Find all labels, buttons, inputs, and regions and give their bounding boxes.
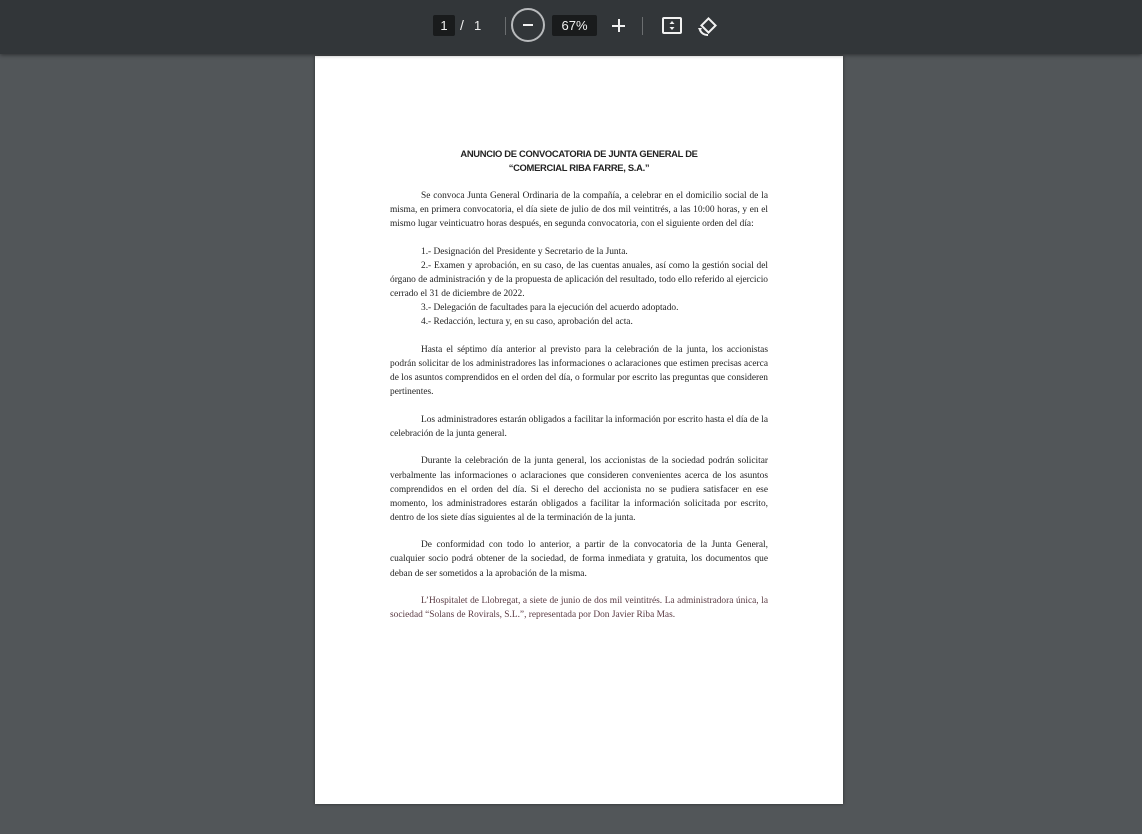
agenda-item: 3.- Delegación de facultades para la ejecución del acuerdo adoptado. (421, 303, 679, 314)
document-title (390, 147, 768, 175)
agenda-item: 1.- Designación del Presidente y Secretario de la Junta. (421, 246, 628, 257)
signature-paragraph: L’Hospitalet de Llobregat, a siete de junio de dos mil veintitrés. La administradora única, la sociedad “Solans de Rovirals, S.L.”, representada por Don Javier Riba Mas. (390, 596, 768, 621)
toolbar-divider (505, 17, 506, 35)
zoom-out-icon[interactable] (511, 8, 545, 42)
zoom-level-input[interactable]: 67% (552, 15, 597, 36)
document-body (390, 147, 768, 622)
toolbar-divider (642, 17, 643, 35)
admin-obligation-paragraph: Los administradores estarán obligados a facilitar la información por escrito hasta el día de la celebración de la junta general. (390, 414, 768, 439)
agenda-item: 2.- Examen y aprobación, en su caso, de las cuentas anuales, así como la gestión social del órgano de administración y de la propuesta de aplicación del resultado, todo ello referido al ejercicio cerrado el 31 de diciembre de 2022. (390, 260, 768, 300)
intro-paragraph: Se convoca Junta General Ordinaria de la compañía, a celebrar en el domicilio social de la misma, en primera convocatoria, el día siete de julio de dos mil veintitrés, a las 10:00 horas, y en el mismo lugar veinticuatro horas después, en segunda convocatoria, con el siguiente orden del día: (390, 191, 768, 230)
page-number-input[interactable]: 1 (433, 15, 455, 36)
fit-to-page-icon[interactable] (661, 16, 683, 36)
pdf-toolbar (0, 0, 1142, 54)
title-line-1: ANUNCIO DE CONVOCATORIA DE JUNTA GENERAL DE (460, 148, 698, 159)
documents-paragraph: De conformidad con todo lo anterior, a partir de la convocatoria de la Junta General, cualquier socio podrá obtener de la sociedad, de forma inmediata y gratuita, los documentos que deban de ser sometidos a la aprobación de la misma. (390, 540, 768, 579)
rotate-icon[interactable] (697, 15, 719, 37)
zoom-in-icon[interactable] (611, 18, 626, 33)
info-request-paragraph: Hasta el séptimo día anterior al previsto para la celebración de la junta, los accionistas podrán solicitar de los administradores las informaciones o aclaraciones que estimen precisas acerca de los asuntos comprendidos en el orden del día, o formular por escrito las preguntas que consideren pertinentes. (390, 344, 768, 398)
page-total: 1 (474, 18, 482, 33)
page-separator: / (460, 17, 464, 33)
pdf-page (315, 56, 843, 804)
during-meeting-paragraph: Durante la celebración de la junta general, los accionistas de la sociedad podrán solicitar verbalmente las informaciones o aclaraciones que consideren convenientes acerca de los asuntos comprendidos en el orden del día. Si el derecho del accionista no se pudiera satisfacer en ese momento, los administradores estarán obligados a facilitar la información solicitada por escrito, dentro de los siete días siguientes al de la terminación de la junta. (390, 456, 768, 523)
agenda-item: 4.- Redacción, lectura y, en su caso, aprobación del acta. (421, 317, 633, 328)
title-line-2: “COMERCIAL RIBA FARRE, S.A.” (508, 162, 650, 173)
